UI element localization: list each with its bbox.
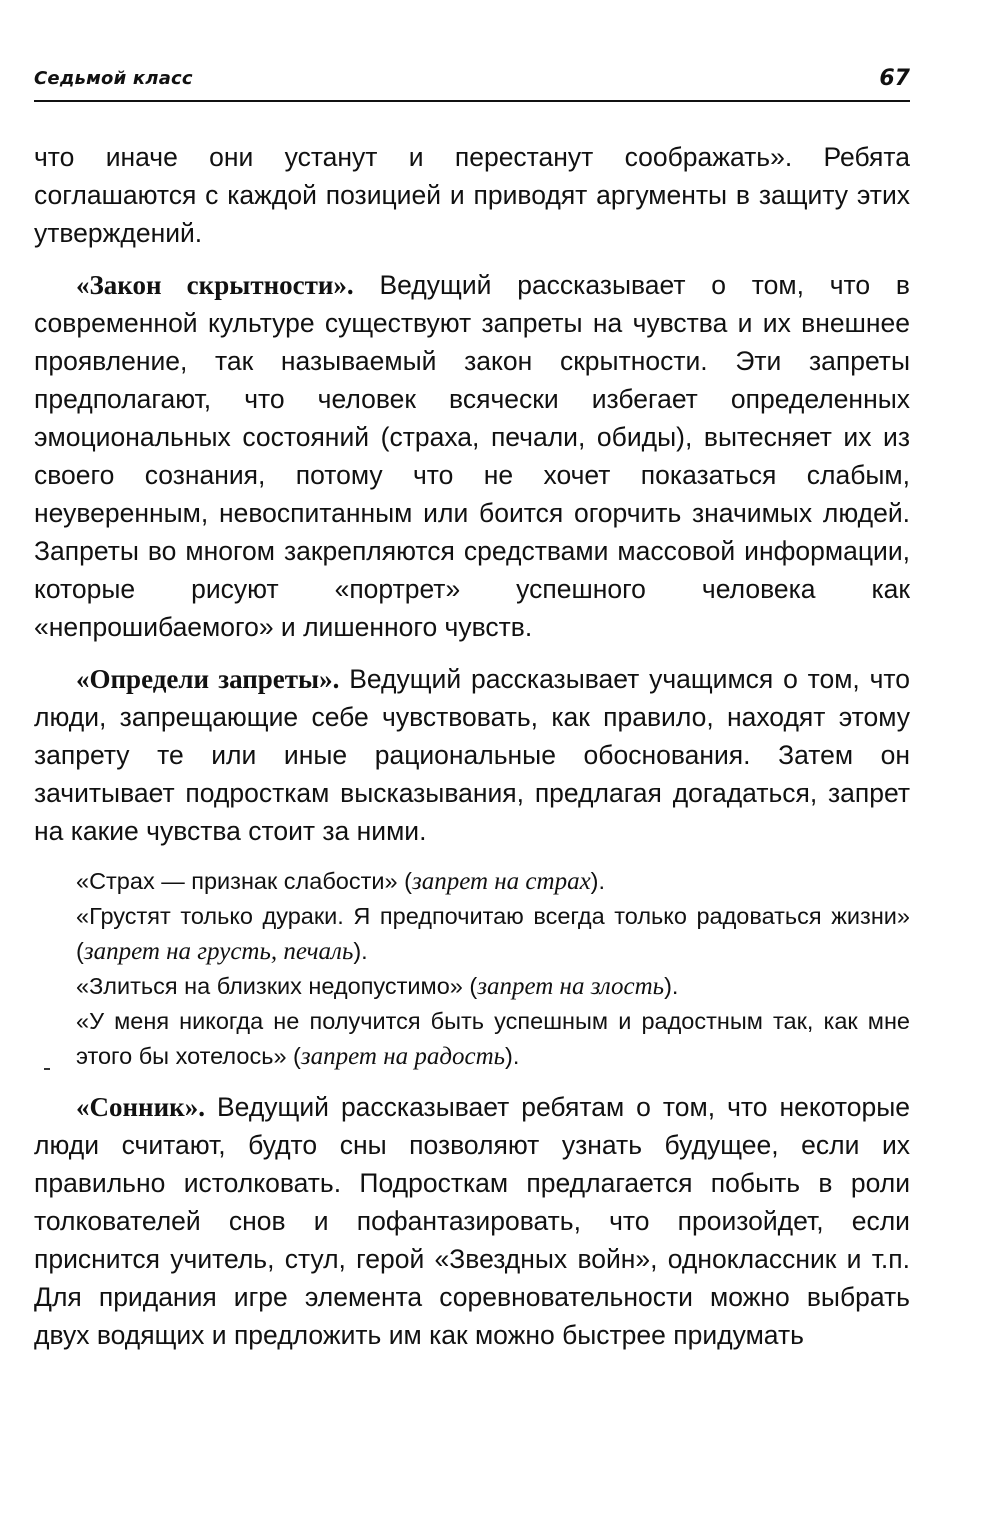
paragraph-text: Ведущий рассказывает учащимся о том, что люди, запрещающие себе чувствовать, как правило, находят этому запрету те или иные рациональные обоснования. Затем он зачитывает подросткам высказывания, предлагая догадаться, запрет на какие чувства стоит за ними. [34, 664, 910, 846]
opening-paragraph: что иначе они устанут и перестанут соображать». Ребята соглашаются с каждой позицией и приводят аргументы в защиту этих утверждений. [34, 142, 910, 248]
paragraph-text: Ведущий рассказывает о том, что в современной культуре существуют запреты на чувства и их внешнее проявление, так называемый закон скрытности. Эти запреты предполагают, что человек всячески избегает определенных эмоциональных состояний (страха, печали, обиды), вытесняет их из своего сознания, потому что не хочет показаться слабым, неуверенным, невоспитанным или боится огорчить значимых людей. Запреты во многом закрепляются средствами массовой информации, которые рисуют «портрет» успешного человека как «непрошибаемого» и лишенного чувств. [34, 270, 910, 642]
body-text [34, 138, 910, 1354]
paragraph-sonnik [34, 1088, 910, 1354]
running-head-title: Седьмой класс [34, 68, 193, 89]
paragraph-text: Ведущий рассказывает ребятам о том, что некоторые люди считают, будто сны позволяют узнать будущее, если их правильно истолковать. Подросткам предлагается побыть в роли толкователей снов и пофантазировать, что произойдет, если приснится учитель, стул, герой «Звездных войн», одноклассник и т.п. Для придания игре элемента соревновательности можно выбрать двух водящих и предложить им как можно быстрее придумать [34, 1092, 910, 1350]
quote-item: «Страх — признак слабости» (запрет на страх). [76, 868, 606, 895]
quote-text: «У меня никогда не получится быть успешным и радостным так, как мне этого бы хотелось» [76, 1008, 910, 1069]
paragraph-term: «Закон скрытности». [76, 270, 354, 300]
running-head [34, 66, 910, 102]
quote-item: «У меня никогда не получится быть успешным и радостным так, как мне этого бы хотелось» (запрет на радость). [76, 1008, 910, 1070]
print-speck [44, 1068, 50, 1070]
paragraph-term: «Определи запреты». [76, 664, 340, 694]
page-number: 67 [879, 66, 910, 91]
quote-list [76, 864, 910, 1074]
quote-hint: запрет на радость [300, 1043, 506, 1070]
quote-item: «Грустят только дураки. Я предпочитаю всегда только радоваться жизни» (запрет на грусть, печаль). [76, 903, 910, 965]
paragraph-term: «Сонник». [76, 1092, 205, 1122]
quote-hint: запрет на злость [477, 973, 665, 1000]
paragraph-zakon-skrytnosti [34, 266, 910, 646]
quote-text: «Страх — признак слабости» [76, 868, 405, 894]
quote-hint: запрет на страх [411, 868, 591, 895]
paragraph-opredeli-zaprety [34, 660, 910, 850]
quote-hint: запрет на грусть, печаль [83, 938, 354, 965]
quote-item: «Злиться на близких недопустимо» (запрет на злость). [76, 973, 679, 1000]
quote-text: «Грустят только дураки. Я предпочитаю всегда только радоваться жизни» [76, 903, 910, 929]
quote-text: «Злиться на близких недопустимо» [76, 973, 470, 999]
